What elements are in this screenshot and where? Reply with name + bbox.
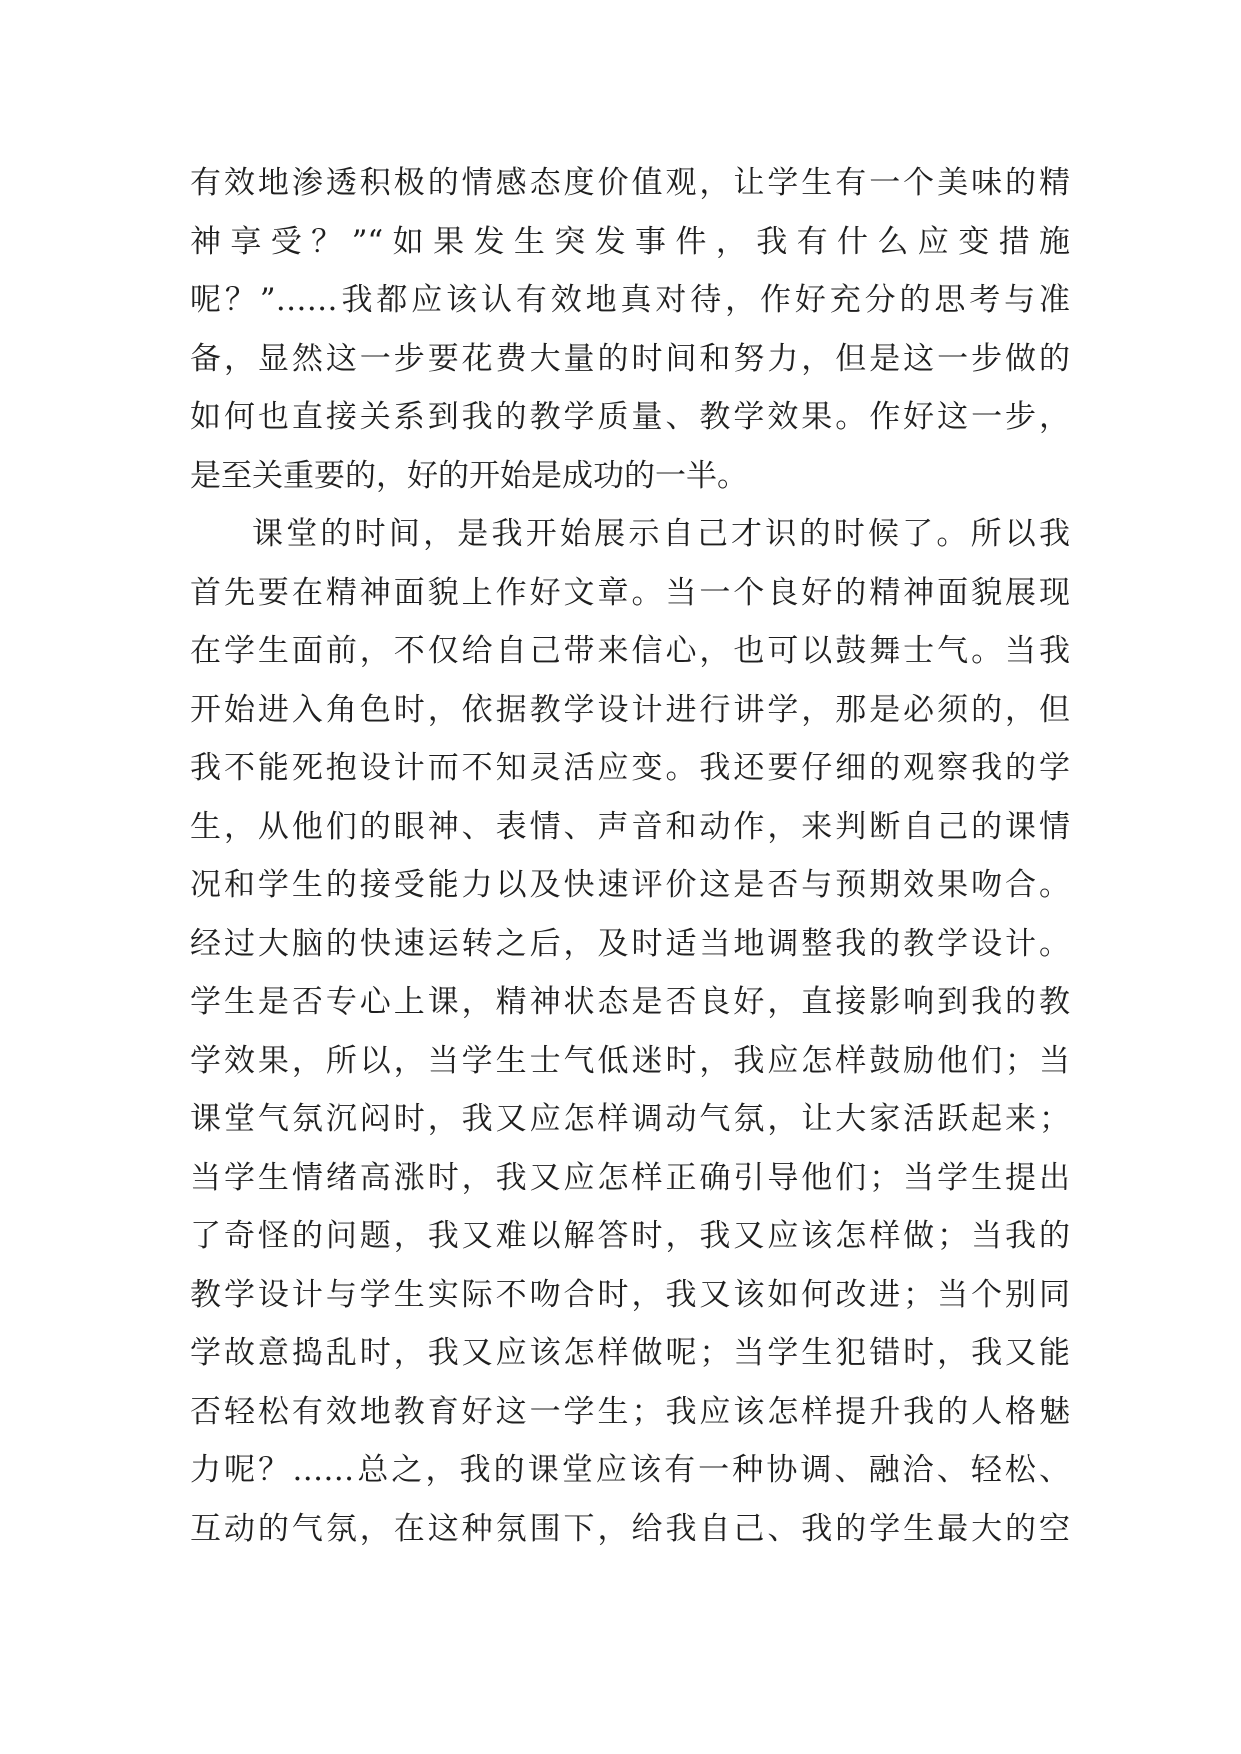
text-line: 神享受？”“如果发生突发事件，我有什么应变措施 <box>190 223 1070 260</box>
text-line: 如何也直接关系到我的教学质量、教学效果。作好这一步， <box>190 399 1070 435</box>
text-line: 否轻松有效地教育好这一学生；我应该怎样提升我的人格魅 <box>190 1393 1070 1430</box>
text-line: 开始进入角色时，依据教学设计进行讲学，那是必须的，但 <box>190 691 1070 728</box>
text-line: 况和学生的接受能力以及快速评价这是否与预期效果吻合。 <box>190 867 1070 903</box>
text-line: 学故意捣乱时，我又应该怎样做呢；当学生犯错时，我又能 <box>190 1335 1070 1371</box>
text-line: 生，从他们的眼神、表情、声音和动作，来判断自己的课情 <box>190 808 1070 845</box>
text-line: 教学设计与学生实际不吻合时，我又该如何改进；当个别同 <box>190 1276 1070 1313</box>
text-line: 在学生面前，不仅给自己带来信心，也可以鼓舞士气。当我 <box>190 633 1070 669</box>
text-line: 力呢？……总之，我的课堂应该有一种协调、融洽、轻松、 <box>190 1452 1070 1488</box>
text-line: 有效地渗透积极的情感态度价值观，让学生有一个美味的精 <box>190 165 1070 201</box>
text-line: 是至关重要的，好的开始是成功的一半。 <box>190 457 748 494</box>
text-line: 呢？”……我都应该认有效地真对待，作好充分的思考与准 <box>190 282 1070 318</box>
text-line: 学生是否专心上课，精神状态是否良好，直接影响到我的教 <box>190 984 1070 1020</box>
text-line: 课堂气氛沉闷时，我又应怎样调动气氛，让大家活跃起来； <box>190 1101 1070 1137</box>
text-line: 了奇怪的问题，我又难以解答时，我又应该怎样做；当我的 <box>190 1218 1070 1254</box>
paragraph-first-line: 课堂的时间，是我开始展示自己才识的时候了。所以我 <box>252 516 1070 552</box>
text-line: 经过大脑的快速运转之后，及时适当地调整我的教学设计。 <box>190 925 1070 962</box>
text-line: 当学生情绪高涨时，我又应怎样正确引导他们；当学生提出 <box>190 1159 1070 1196</box>
text-line: 备，显然这一步要花费大量的时间和努力，但是这一步做的 <box>190 340 1070 377</box>
text-line: 学效果，所以，当学生士气低迷时，我应怎样鼓励他们；当 <box>190 1042 1070 1079</box>
text-line: 首先要在精神面貌上作好文章。当一个良好的精神面貌展现 <box>190 574 1070 611</box>
text-line: 我不能死抱设计而不知灵活应变。我还要仔细的观察我的学 <box>190 750 1070 786</box>
body-text <box>190 154 1070 1558</box>
text-line: 互动的气氛，在这种氛围下，给我自己、我的学生最大的空 <box>190 1510 1070 1547</box>
